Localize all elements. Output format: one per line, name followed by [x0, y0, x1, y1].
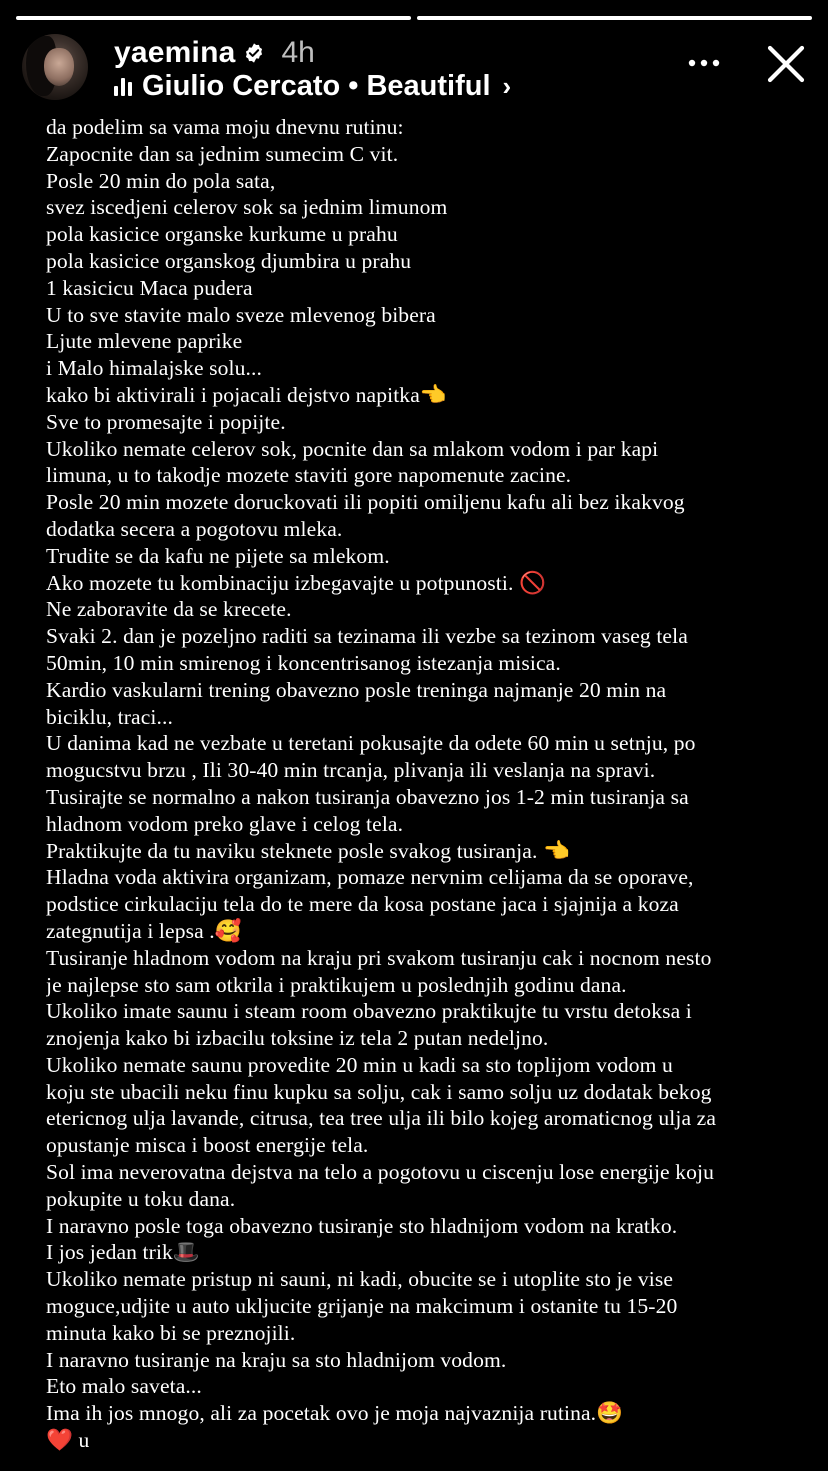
story-text-line: Sol ima neverovatna dejstva na telo a pogotovu u ciscenju lose energije koju — [46, 1160, 715, 1185]
story-text-line: Sve to promesajte i popijte. — [46, 409, 286, 434]
story-progress-fill — [16, 16, 411, 20]
story-text-line: etericnog ulja lavande, citrusa, tea tree ulja ili bilo kojeg aromaticnog ulja za — [46, 1106, 717, 1131]
story-text-line: 1 kasicicu Maca pudera — [46, 275, 253, 300]
close-icon[interactable] — [764, 42, 808, 86]
music-artist: Giulio Cercato — [142, 70, 341, 102]
username-row — [114, 36, 315, 70]
story-text-line: svez iscedjeni celerov sok sa jednim limunom — [46, 195, 448, 220]
story-text-line: da podelim sa vama moju dnevnu rutinu: — [46, 115, 404, 139]
story-progress-segment — [16, 16, 411, 20]
music-attribution[interactable] — [114, 70, 511, 103]
story-text-line: U to sve stavite malo sveze mlevenog bibera — [46, 302, 436, 327]
story-text-line: Zapocnite dan sa jednim sumecim C vit. — [46, 141, 399, 166]
story-text-line: dodatka secera a pogotovu mleka. — [46, 516, 343, 541]
story-text-line: kako bi aktivirali i pojacali dejstvo napitka👈 — [46, 382, 447, 407]
story-text-line: limuna, u to takodje mozete staviti gore napomenute zacine. — [46, 463, 572, 488]
music-track: Beautiful — [366, 70, 491, 102]
username[interactable]: yaemina — [114, 36, 236, 69]
story-text-line: moguce,udjite u auto ukljucite grijanje na makcimum i ostanite tu 15-20 — [46, 1294, 678, 1319]
story-text-line: Posle 20 min do pola sata, — [46, 168, 276, 193]
story-text-line: hladnom vodom preko glave i celog tela. — [46, 811, 404, 836]
post-time: 4h — [281, 36, 315, 69]
story-text-line: U danima kad ne vezbate u teretani pokusajte da odete 60 min u setnju, po — [46, 731, 696, 756]
story-text-line: zategnutija i lepsa .🥰 — [46, 918, 242, 943]
story-header — [22, 34, 808, 104]
avatar[interactable] — [22, 34, 88, 100]
story-text-line: I naravno posle toga obavezno tusiranje sto hladnijom vodom na kratko. — [46, 1213, 678, 1238]
story-text-line: Ne zaboravite da se krecete. — [46, 597, 292, 622]
story-progress — [16, 16, 812, 20]
story-text-line: Ima ih jos mnogo, ali za pocetak ovo je moja najvaznija rutina.🤩 — [46, 1401, 624, 1426]
story-text-line: Kardio vaskularni trening obavezno posle treninga najmanje 20 min na — [46, 677, 667, 702]
story-text-line: podstice cirkulaciju tela do te mere da kosa postane jaca i sjajnija a koza — [46, 892, 679, 917]
story-text-line: pola kasicice organske kurkume u prahu — [46, 222, 398, 247]
music-bars-icon — [114, 78, 132, 96]
story-text-line: I naravno tusiranje na kraju sa sto hladnijom vodom. — [46, 1347, 507, 1372]
story-text-line: pokupite u toku dana. — [46, 1186, 236, 1211]
story-text-line: minuta kako bi se preznojili. — [46, 1320, 296, 1345]
story-text-line: i Malo himalajske solu... — [46, 356, 263, 381]
story-text-line: Ukoliko nemate celerov sok, pocnite dan sa mlakom vodom i par kapi — [46, 436, 659, 461]
story-text-line: Ukoliko nemate pristup ni sauni, ni kadi, obucite se i utoplite sto je vise — [46, 1267, 674, 1292]
story-text-line: Trudite se da kafu ne pijete sa mlekom. — [46, 543, 390, 568]
story-text-line: Tusiranje hladnom vodom na kraju pri svakom tusiranju cak i nocnom nesto — [46, 945, 712, 970]
story-text-line: biciklu, traci... — [46, 704, 174, 729]
story-text-line: znojenja kako bi izbacilu toksine iz tela 2 putan nedeljno. — [46, 1026, 549, 1051]
story-text — [46, 114, 802, 1454]
story-text-line: pola kasicice organskog djumbira u prahu — [46, 248, 412, 273]
story-progress-fill — [417, 16, 812, 20]
story-text-line: koju ste ubacili neku finu kupku sa solju, cak i samo solju uz dodatak bekog — [46, 1079, 712, 1104]
story-text-line: Ako mozete tu kombinaciju izbegavajte u potpunosti. 🚫 — [46, 570, 546, 595]
story-text-line: Ljute mlevene paprike — [46, 329, 243, 354]
more-options-icon[interactable] — [684, 48, 724, 78]
story-text-line: opustanje misca i boost energije tela. — [46, 1133, 369, 1158]
story-text-line: Ukoliko nemate saunu provedite 20 min u kadi sa sto toplijom vodom u — [46, 1052, 673, 1077]
story-text-line: Ukoliko imate saunu i steam room obavezno praktikujte tu vrstu detoksa i — [46, 999, 692, 1024]
story-text-line: Hladna voda aktivira organizam, pomaze nervnim celijama da se oporave, — [46, 865, 694, 890]
story-text-line: Svaki 2. dan je pozeljno raditi sa tezinama ili vezbe sa tezinom vaseg tela — [46, 624, 688, 649]
story-text-line: Eto malo saveta... — [46, 1374, 202, 1399]
verified-badge-icon — [243, 42, 265, 64]
story-text-line: ❤️ u — [46, 1428, 90, 1453]
story-text-line: I jos jedan trik🎩 — [46, 1240, 200, 1265]
chevron-right-icon: › — [502, 71, 512, 101]
story-text-line: 50min, 10 min smirenog i koncentrisanog istezanja misica. — [46, 650, 561, 675]
story-text-line: Posle 20 min mozete doruckovati ili popiti omiljenu kafu ali bez ikakvog — [46, 490, 685, 515]
story-text-line: je najlepse sto sam otkrila i praktikujem u poslednjih godinu dana. — [46, 972, 627, 997]
story-progress-segment — [417, 16, 812, 20]
music-separator: • — [340, 70, 367, 102]
story-text-line: Praktikujte da tu naviku steknete posle svakog tusiranja. 👈 — [46, 838, 570, 863]
story-text-line: mogucstvu brzu , Ili 30-40 min trcanja, plivanja ili veslanja na spravi. — [46, 758, 656, 783]
story-text-line: Tusirajte se normalno a nakon tusiranja obavezno jos 1-2 min tusiranja sa — [46, 784, 689, 809]
